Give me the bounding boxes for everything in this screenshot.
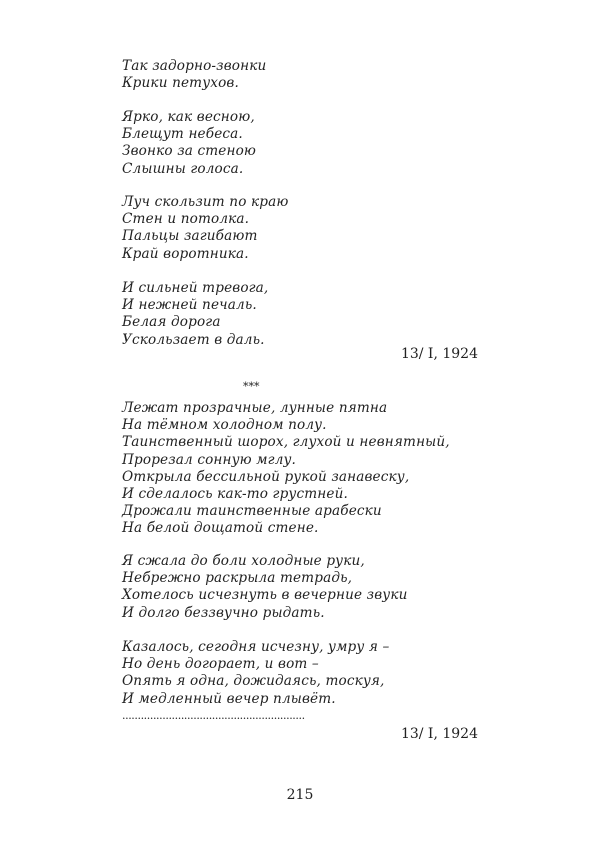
- verse-line: И сделалось как-то грустней.: [122, 485, 348, 502]
- verse-line: Край воротника.: [122, 245, 249, 262]
- verse-line: Лежат прозрачные, лунные пятна: [122, 400, 388, 416]
- poem2-date: 13/ I, 1924: [400, 726, 478, 742]
- verse-line: Белая дорога: [122, 314, 221, 331]
- verse-line: Опять я одна, дожидаясь, тоскуя,: [122, 673, 385, 690]
- verse-line: Небрежно раскрыла тетрадь,: [122, 570, 353, 587]
- poem2-stanza-2: [122, 553, 408, 622]
- verse-line: Слышны голоса.: [122, 160, 244, 177]
- verse-line: И сильней тревога,: [122, 280, 269, 296]
- poem2-stanza-1: [122, 400, 450, 538]
- verse-line: И долго беззвучно рыдать.: [122, 604, 325, 621]
- ellipsis-line: ...........................................................: [122, 709, 305, 722]
- poem1-stanza-1: [122, 58, 266, 92]
- poem1-stanza-4: [122, 280, 268, 349]
- verse-line: На тёмном холодном полу.: [122, 417, 327, 434]
- verse-line: Ярко, как весною,: [122, 109, 255, 125]
- verse-line: Так задорно-звонки: [122, 58, 267, 74]
- verse-line: Стен и потолка.: [122, 211, 250, 228]
- verse-line: На белой дощатой стене.: [122, 520, 319, 537]
- poem1-stanza-2: [122, 109, 256, 178]
- section-separator: ***: [243, 380, 260, 393]
- verse-line: Прорезал сонную мглу.: [122, 451, 297, 468]
- verse-line: Луч скользит по краю: [122, 194, 289, 210]
- verse-line: Пальцы загибают: [122, 228, 258, 245]
- verse-line: Хотелось исчезнуть в вечерние звуки: [122, 587, 408, 604]
- verse-line: И медленный вечер плывёт.: [122, 690, 336, 707]
- verse-line: Открыла бессильной рукой занавеску,: [122, 468, 410, 485]
- verse-line: Ускользает в даль.: [122, 331, 265, 348]
- poem1-stanza-3: [122, 194, 289, 263]
- poem2-stanza-3: [122, 639, 389, 708]
- verse-line: Но день догорает, и вот –: [122, 656, 319, 673]
- verse-line: Казалось, сегодня исчезну, умру я –: [122, 639, 390, 655]
- poem1-date: 13/ I, 1924: [400, 346, 478, 362]
- verse-line: Таинственный шорох, глухой и невнятный,: [122, 434, 450, 451]
- verse-line: Блещут небеса.: [122, 126, 243, 143]
- verse-line: Дрожали таинственные арабески: [122, 503, 382, 520]
- verse-line: Звонко за стеною: [122, 143, 257, 160]
- verse-line: Я сжала до боли холодные руки,: [122, 553, 365, 569]
- verse-line: Крики петухов.: [122, 75, 239, 92]
- page-number: 215: [286, 787, 314, 803]
- verse-line: И нежней печаль.: [122, 297, 257, 314]
